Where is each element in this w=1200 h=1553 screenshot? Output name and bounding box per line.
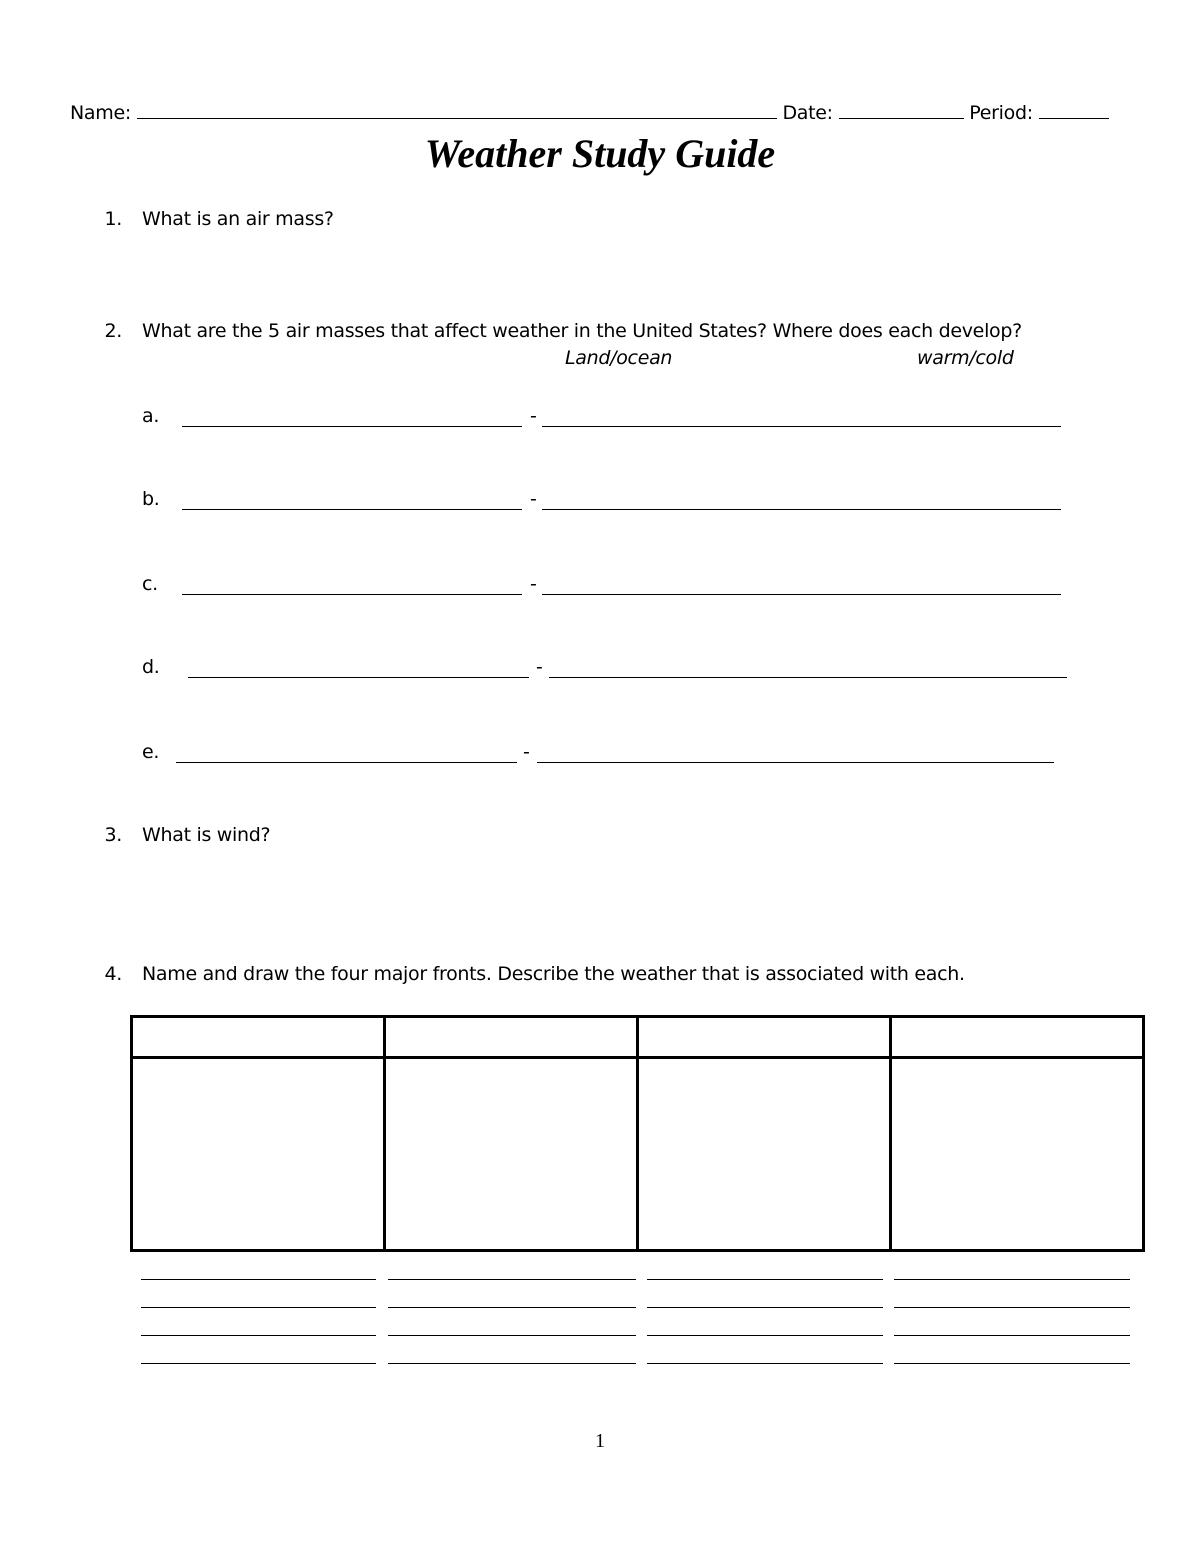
description-line[interactable] [141, 1307, 376, 1308]
item-e-separator: - [523, 741, 530, 763]
description-line[interactable] [894, 1335, 1130, 1336]
description-line[interactable] [894, 1307, 1130, 1308]
name-field[interactable] [137, 100, 777, 119]
fronts-table [130, 1015, 1145, 1252]
description-line[interactable] [141, 1363, 376, 1364]
item-c-air-mass-blank[interactable] [182, 594, 522, 595]
item-c-description-blank[interactable] [542, 594, 1061, 595]
description-line[interactable] [647, 1363, 883, 1364]
description-line[interactable] [647, 1279, 883, 1280]
description-line[interactable] [388, 1307, 636, 1308]
item-d-air-mass-blank[interactable] [188, 677, 529, 678]
description-line[interactable] [388, 1335, 636, 1336]
item-a-letter: a. [142, 405, 160, 427]
front-name-cell-1[interactable] [132, 1017, 385, 1058]
item-a-separator: - [530, 405, 537, 427]
item-c-letter: c. [142, 573, 158, 595]
period-field[interactable] [1039, 100, 1109, 119]
item-d-separator: - [536, 656, 543, 678]
question-1-text: What is an air mass? [142, 208, 334, 230]
page-title: Weather Study Guide [424, 131, 776, 176]
front-name-cell-3[interactable] [638, 1017, 891, 1058]
description-line[interactable] [388, 1363, 636, 1364]
item-d-letter: d. [142, 656, 160, 678]
description-line[interactable] [894, 1279, 1130, 1280]
front-drawing-cell-1[interactable] [132, 1058, 385, 1251]
question-2-number: 2. [104, 320, 122, 342]
item-d-description-blank[interactable] [549, 677, 1067, 678]
item-b-separator: - [530, 488, 537, 510]
name-label: Name: [70, 102, 131, 124]
page-number: 1 [595, 1430, 605, 1452]
date-field[interactable] [839, 100, 964, 119]
header-fields [70, 100, 1109, 124]
front-drawing-cell-4[interactable] [891, 1058, 1144, 1251]
item-e-letter: e. [142, 741, 160, 763]
description-line[interactable] [388, 1279, 636, 1280]
fronts-drawing-row [132, 1058, 1144, 1251]
item-c-separator: - [530, 573, 537, 595]
question-3-text: What is wind? [142, 824, 271, 846]
description-line[interactable] [141, 1279, 376, 1280]
front-name-cell-2[interactable] [385, 1017, 638, 1058]
front-name-cell-4[interactable] [891, 1017, 1144, 1058]
question-1-number: 1. [104, 208, 122, 230]
description-line[interactable] [647, 1335, 883, 1336]
date-label: Date: [782, 102, 833, 124]
front-drawing-cell-2[interactable] [385, 1058, 638, 1251]
item-e-description-blank[interactable] [537, 762, 1054, 763]
item-a-description-blank[interactable] [542, 426, 1061, 427]
description-line[interactable] [647, 1307, 883, 1308]
front-drawing-cell-3[interactable] [638, 1058, 891, 1251]
question-4-text: Name and draw the four major fronts. Describe the weather that is associated with each. [142, 963, 965, 985]
question-4-number: 4. [104, 963, 122, 985]
item-a-air-mass-blank[interactable] [182, 426, 522, 427]
hint-warm-cold: warm/cold [917, 347, 1014, 369]
question-3-number: 3. [104, 824, 122, 846]
item-e-air-mass-blank[interactable] [176, 762, 517, 763]
item-b-letter: b. [142, 488, 160, 510]
question-2-text: What are the 5 air masses that affect weather in the United States? Where does each develop? [142, 320, 1022, 342]
fronts-name-row [132, 1017, 1144, 1058]
description-line[interactable] [894, 1363, 1130, 1364]
period-label: Period: [969, 102, 1033, 124]
item-b-air-mass-blank[interactable] [182, 509, 522, 510]
hint-land-ocean: Land/ocean [565, 347, 673, 369]
item-b-description-blank[interactable] [542, 509, 1061, 510]
description-line[interactable] [141, 1335, 376, 1336]
